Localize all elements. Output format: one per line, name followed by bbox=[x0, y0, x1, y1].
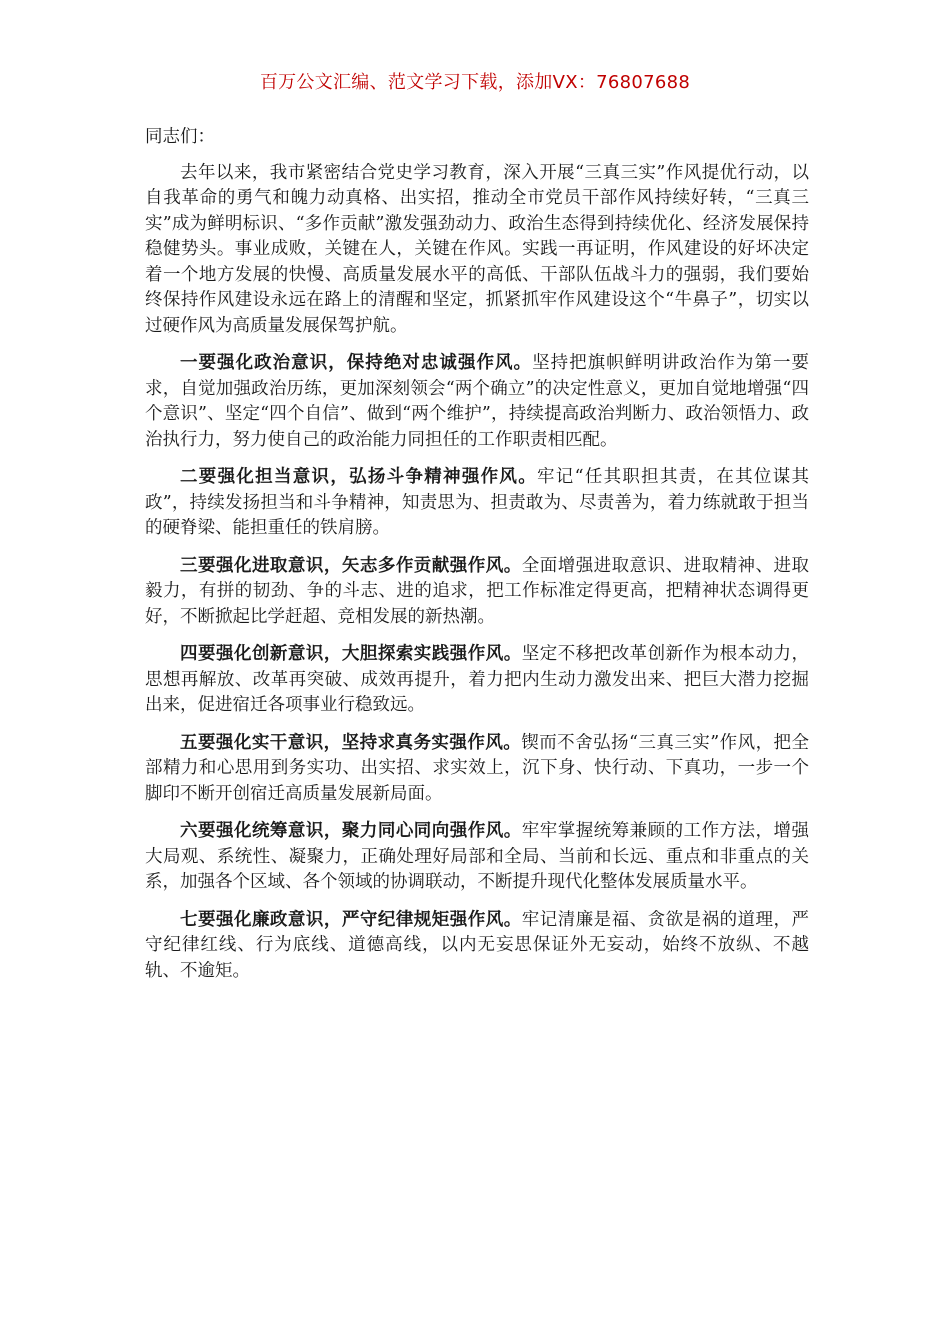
point-body: 牢记清廉是福、贪欲是祸的道理，严守纪律红线、行为底线、道德高线，以内无妄思保证外无妄动，始终不放纵、不越轨、不逾矩。 bbox=[145, 909, 810, 981]
point-body: 牢记“任其职担其责，在其位谋其政”，持续发扬担当和斗争精神，知责思为、担责敢为、尽责善为，着力练就敢于担当的硬脊梁、能担重任的铁肩膀。 bbox=[145, 467, 809, 538]
point-lead: 七要强化廉政意识，严守纪律规矩强作风。 bbox=[180, 909, 522, 930]
point-lead: 四要强化创新意识，大胆探索实践强作风。 bbox=[180, 644, 522, 664]
point-paragraph bbox=[145, 731, 809, 808]
point-paragraph bbox=[145, 908, 809, 985]
header-banner: 百万公文汇编、范文学习下载，添加VX：76807688 bbox=[259, 72, 691, 93]
point-paragraph bbox=[145, 819, 809, 896]
point-paragraph bbox=[145, 642, 809, 719]
intro-paragraph: 去年以来，我市紧密结合党史学习教育，深入开展“三真三实”作风提优行动，以自我革命的勇气和魄力动真格、出实招，推动全市党员干部作风持续好转，“三真三实”成为鲜明标识、“多作贡献”激发强劲动力、政治生态得到持续优化、经济发展保持稳健势头。事业成败，关键在人，关键在作风。实践一再证明，作风建设的好坏决定着一个地方发展的快慢、高质量发展水平的高低、干部队伍战斗力的强弱，我们要始终保持作风建设永远在路上的清醒和坚定，抓紧抓牢作风建设这个“牛鼻子”，切实以过硬作风为高质量发展保驾护航。 bbox=[145, 162, 809, 336]
point-paragraph bbox=[145, 351, 809, 453]
point-body: 全面增强进取意识、进取精神、进取毅力，有拼的韧劲、争的斗志、进的追求，把工作标准定得更高，把精神状态调得更好，不断掀起比学赶超、竞相发展的新热潮。 bbox=[145, 555, 810, 627]
point-lead: 二要强化担当意识，弘扬斗争精神强作风。 bbox=[180, 467, 537, 487]
point-body: 锲而不舍弘扬“三真三实”作风，把全部精力和心思用到务实功、出实招、求实效上，沉下身、快行动、下真功，一步一个脚印不断开创宿迁高质量发展新局面。 bbox=[145, 732, 809, 804]
point-body: 坚定不移把改革创新作为根本动力，思想再解放、改革再突破、成效再提升，着力把内生动力激发出来、把巨大潜力挖掘出来，促进宿迁各项事业行稳致远。 bbox=[145, 644, 810, 715]
point-lead: 三要强化进取意识，矢志多作贡献强作风。 bbox=[180, 555, 522, 576]
point-paragraph bbox=[145, 554, 809, 631]
point-lead: 六要强化统筹意识，聚力同心同向强作风。 bbox=[180, 821, 522, 841]
point-body: 牢牢掌握统筹兼顾的工作方法，增强大局观、系统性、凝聚力，正确处理好局部和全局、当前和长远、重点和非重点的关系，加强各个区域、各个领域的协调联动，不断提升现代化整体发展质量水平。 bbox=[145, 821, 810, 892]
salutation: 同志们： bbox=[145, 127, 215, 147]
point-paragraph bbox=[145, 465, 809, 542]
document-body bbox=[145, 125, 809, 996]
point-body: 坚持把旗帜鲜明讲政治作为第一要求，自觉加强政治历练，更加深刻领会“两个确立”的决定性意义，更加自觉地增强“四个意识”、坚定“四个自信”、做到“两个维护”，持续提高政治判断力、政治领悟力、政治执行力，努力使自己的政治能力同担任的工作职责相匹配。 bbox=[145, 353, 810, 450]
point-lead: 一要强化政治意识，保持绝对忠诚强作风。 bbox=[180, 353, 533, 373]
point-lead: 五要强化实干意识，坚持求真务实强作风。 bbox=[180, 732, 522, 753]
